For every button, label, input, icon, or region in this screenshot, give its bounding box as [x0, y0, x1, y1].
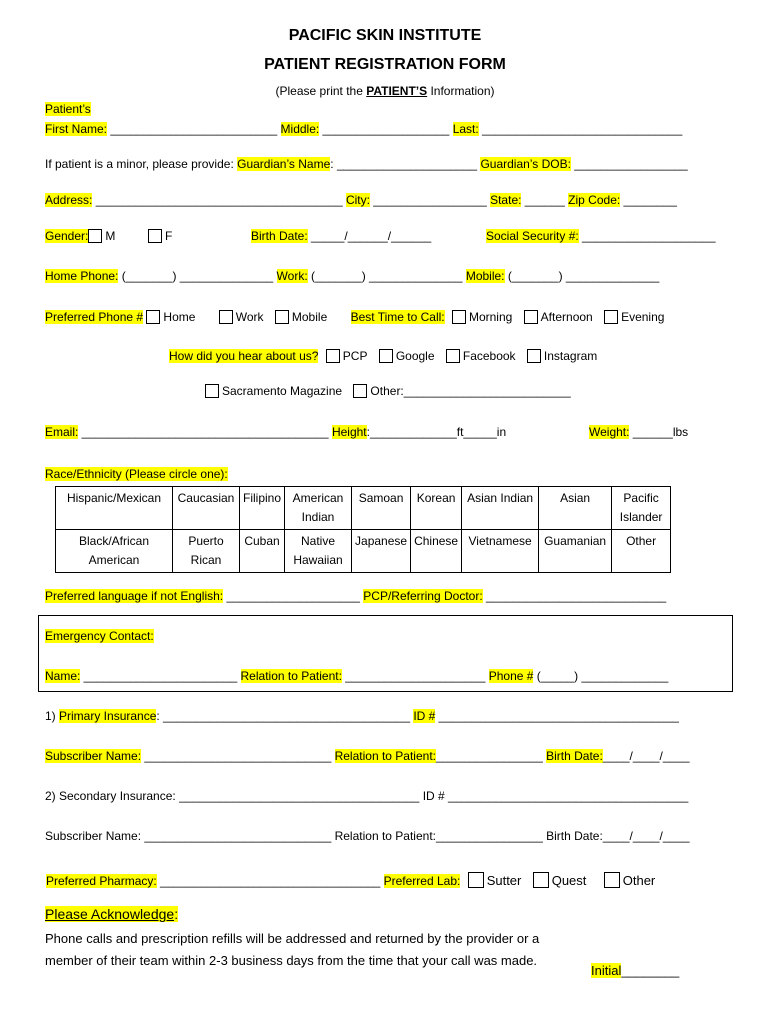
gender-m-checkbox[interactable]: [88, 229, 102, 243]
race-cell[interactable]: Asian Indian: [462, 487, 539, 530]
email-field[interactable]: _____________________________________: [78, 425, 332, 439]
address-label: Address:: [45, 193, 93, 207]
secondary-insurance-row: [45, 789, 688, 803]
acknowledge-colon: :: [174, 906, 179, 922]
height-field[interactable]: _____________ft_____in: [369, 425, 507, 439]
ec-relation-label: Relation to Patient:: [240, 669, 342, 683]
race-cell[interactable]: Pacific Islander: [612, 487, 671, 530]
preferred-phone-label: Preferred Phone #: [45, 310, 144, 324]
guardian-prefix: If patient is a minor, please provide:: [45, 157, 238, 171]
sub2-relation-label: Relation to Patient:: [334, 829, 436, 843]
ssn-row: [486, 229, 716, 243]
race-cell[interactable]: Puerto Rican: [173, 530, 240, 573]
time-evening-checkbox[interactable]: [604, 310, 618, 324]
city-label: City:: [345, 193, 370, 207]
ref-google-checkbox[interactable]: [379, 349, 393, 363]
height-label: Height: [331, 425, 367, 439]
sub2-name-label: Subscriber Name:: [45, 829, 142, 843]
sub1-birth-label: Birth Date:: [546, 749, 603, 763]
zip-field[interactable]: ________: [620, 193, 677, 207]
ref-facebook-checkbox[interactable]: [446, 349, 460, 363]
secondary-id-label: ID #: [422, 789, 445, 803]
last-name-label: Last:: [452, 122, 479, 136]
mobile-phone-label: Mobile:: [465, 269, 505, 283]
email-label: Email:: [45, 425, 79, 439]
ssn-field[interactable]: ____________________: [578, 229, 716, 243]
secondary-insurance-field[interactable]: ____________________________________: [175, 789, 423, 803]
sub2-name-field[interactable]: ____________________________: [141, 829, 335, 843]
first-name-label: First Name:: [45, 122, 108, 136]
time-morning-checkbox[interactable]: [452, 310, 466, 324]
print-note-emphasis: PATIENT’S: [366, 84, 428, 98]
state-field[interactable]: ______: [521, 193, 569, 207]
race-cell[interactable]: Guamanian: [539, 530, 612, 573]
weight-field[interactable]: ______lbs: [629, 425, 689, 439]
pref-home-checkbox[interactable]: [146, 310, 160, 324]
pcp-field[interactable]: ___________________________: [482, 589, 667, 603]
guardian-name-label: Guardian’s Name: [237, 157, 331, 171]
subscriber2-row: [45, 829, 690, 843]
gender-label: Gender:: [45, 229, 89, 243]
birth-date-row: [251, 229, 431, 243]
ref-other-label: Other:: [370, 384, 404, 398]
primary-prefix: 1): [45, 709, 60, 723]
race-cell[interactable]: Vietnamese: [462, 530, 539, 573]
lab-other-checkbox[interactable]: [604, 872, 620, 888]
first-name-field[interactable]: _________________________: [107, 122, 281, 136]
race-label: Race/Ethnicity (Please circle one):: [45, 467, 228, 481]
acknowledge-heading: [45, 906, 178, 922]
pharmacy-label: Preferred Pharmacy:: [46, 874, 157, 888]
sub1-name-field[interactable]: ____________________________: [141, 749, 335, 763]
sub1-name-label: Subscriber Name:: [45, 749, 142, 763]
ref-instagram-label: Instagram: [543, 349, 598, 363]
ref-google-label: Google: [395, 349, 435, 363]
pref-work-label: Work: [235, 310, 264, 324]
race-cell[interactable]: Caucasian: [173, 487, 240, 530]
race-cell[interactable]: Chinese: [411, 530, 462, 573]
sub2-birth-label: Birth Date:: [546, 829, 603, 843]
ref-magazine-checkbox[interactable]: [205, 384, 219, 398]
initial-row: [591, 963, 679, 978]
address-row: [45, 193, 677, 207]
secondary-id-field[interactable]: ____________________________________: [444, 789, 689, 803]
ec-name-label: Name:: [45, 669, 81, 683]
gender-m-label: M: [105, 229, 116, 243]
race-cell[interactable]: Black/African American: [56, 530, 173, 573]
gender-f-label: F: [165, 229, 173, 243]
referral-row: [169, 349, 605, 363]
sub1-birth-field[interactable]: ____/____/____: [602, 749, 690, 763]
race-cell[interactable]: Cuban: [240, 530, 285, 573]
race-cell[interactable]: Korean: [411, 487, 462, 530]
state-label: State:: [490, 193, 522, 207]
ec-name-field[interactable]: _______________________: [80, 669, 241, 683]
print-note-pre: (Please print the: [275, 84, 367, 98]
pref-mobile-checkbox[interactable]: [275, 310, 289, 324]
gender-group: [45, 229, 115, 243]
print-note: [0, 84, 770, 98]
lab-quest-label: Quest: [551, 873, 587, 888]
guardian-dob-field[interactable]: _________________: [570, 157, 688, 171]
race-table: [55, 486, 671, 573]
form-org-title: PACIFIC SKIN INSTITUTE: [288, 27, 482, 44]
city-field[interactable]: _________________: [369, 193, 491, 207]
ref-other-field[interactable]: _________________________: [403, 384, 571, 398]
best-time-label: Best Time to Call:: [350, 310, 445, 324]
language-row: [45, 589, 666, 603]
work-phone-label: Work:: [276, 269, 308, 283]
initial-field[interactable]: ________: [621, 963, 680, 978]
primary-insurance-field[interactable]: : _____________________________________: [156, 709, 414, 723]
ec-phone-field[interactable]: (_____) _____________: [533, 669, 669, 683]
sub2-relation-field[interactable]: ________________: [436, 829, 547, 843]
work-phone-field[interactable]: (_______) ______________: [307, 269, 466, 283]
ref-facebook-label: Facebook: [462, 349, 516, 363]
race-cell[interactable]: Asian: [539, 487, 612, 530]
subscriber1-row: [45, 749, 690, 763]
time-afternoon-label: Afternoon: [540, 310, 593, 324]
ref-other-checkbox[interactable]: [353, 384, 367, 398]
emergency-row: [45, 669, 668, 683]
zip-label: Zip Code:: [568, 193, 621, 207]
form-title: PATIENT REGISTRATION FORM: [264, 56, 506, 73]
ec-phone-label: Phone #: [488, 669, 534, 683]
lab-quest-checkbox[interactable]: [533, 872, 549, 888]
middle-name-label: Middle:: [280, 122, 320, 136]
guardian-dob-label: Guardian’s DOB:: [480, 157, 571, 171]
race-cell[interactable]: Japanese: [352, 530, 411, 573]
pcp-label: PCP/Referring Doctor:: [363, 589, 483, 603]
language-label: Preferred language if not English:: [45, 589, 224, 603]
weight-label: Weight:: [589, 425, 630, 439]
guardian-row: [45, 157, 688, 171]
race-cell[interactable]: American Indian: [285, 487, 352, 530]
ref-pcp-label: PCP: [342, 349, 368, 363]
address-field[interactable]: _____________________________________: [92, 193, 346, 207]
race-cell[interactable]: Samoan: [352, 487, 411, 530]
pref-home-label: Home: [163, 310, 196, 324]
referral-row-2: [205, 384, 571, 398]
pref-mobile-label: Mobile: [291, 310, 328, 324]
pharmacy-row: [46, 872, 663, 888]
weight-row: [589, 425, 688, 439]
race-cell[interactable]: Hispanic/Mexican: [56, 487, 173, 530]
birth-date-field[interactable]: _____/______/______: [307, 229, 432, 243]
time-evening-label: Evening: [621, 310, 665, 324]
phone-row: [45, 269, 659, 283]
initial-label: Initial: [591, 963, 622, 978]
preferred-phone-row: [45, 310, 672, 324]
home-phone-label: Home Phone:: [45, 269, 119, 283]
acknowledge-text: Phone calls and prescription refills will be addressed and returned by the provider or a member of their team within 2-3 business days from the time that your call was made.: [45, 931, 540, 968]
last-name-field[interactable]: ______________________________: [478, 122, 683, 136]
mobile-phone-field[interactable]: (_______) ______________: [504, 269, 660, 283]
ref-magazine-label: Sacramento Magazine: [222, 384, 343, 398]
primary-id-label: ID #: [413, 709, 436, 723]
height-colon: :: [366, 425, 370, 439]
pharmacy-field[interactable]: _________________________________: [156, 874, 384, 888]
ref-pcp-checkbox[interactable]: [326, 349, 340, 363]
emergency-title: Emergency Contact:: [45, 629, 154, 643]
race-row-1: [56, 487, 671, 530]
gender-f-option: [148, 229, 172, 243]
middle-name-field[interactable]: ___________________: [319, 122, 453, 136]
lab-sutter-label: Sutter: [486, 873, 522, 888]
race-cell[interactable]: Other: [612, 530, 671, 573]
race-cell[interactable]: Filipino: [240, 487, 285, 530]
lab-label: Preferred Lab:: [383, 874, 461, 888]
sub1-relation-field[interactable]: ________________: [436, 749, 547, 763]
ref-instagram-checkbox[interactable]: [527, 349, 541, 363]
lab-other-label: Other: [622, 873, 656, 888]
ec-relation-field[interactable]: _____________________: [341, 669, 489, 683]
gender-f-checkbox[interactable]: [148, 229, 162, 243]
ssn-label: Social Security #:: [486, 229, 579, 243]
primary-insurance-label: Primary Insurance: [59, 709, 157, 723]
birth-date-label: Birth Date:: [251, 229, 308, 243]
secondary-insurance-label: 2) Secondary Insurance:: [45, 789, 176, 803]
time-afternoon-checkbox[interactable]: [524, 310, 538, 324]
sub1-relation-label: Relation to Patient:: [334, 749, 436, 763]
home-phone-field[interactable]: (_______) ______________: [118, 269, 277, 283]
guardian-name-field[interactable]: : _____________________: [330, 157, 481, 171]
lab-sutter-checkbox[interactable]: [468, 872, 484, 888]
sub2-birth-field[interactable]: ____/____/____: [602, 829, 690, 843]
time-morning-label: Morning: [468, 310, 513, 324]
patient-name-row: [45, 122, 682, 136]
referral-label: How did you hear about us?: [169, 349, 319, 363]
primary-id-field[interactable]: ____________________________________: [435, 709, 679, 723]
primary-insurance-row: [45, 709, 679, 723]
email-row: [45, 425, 506, 439]
acknowledge-title: Please Acknowledge: [45, 906, 175, 922]
race-row-2: [56, 530, 671, 573]
print-note-post: Information): [427, 84, 495, 98]
patients-label: Patient’s: [45, 102, 91, 116]
language-field[interactable]: ____________________: [223, 589, 364, 603]
race-cell[interactable]: Native Hawaiian: [285, 530, 352, 573]
pref-work-checkbox[interactable]: [219, 310, 233, 324]
